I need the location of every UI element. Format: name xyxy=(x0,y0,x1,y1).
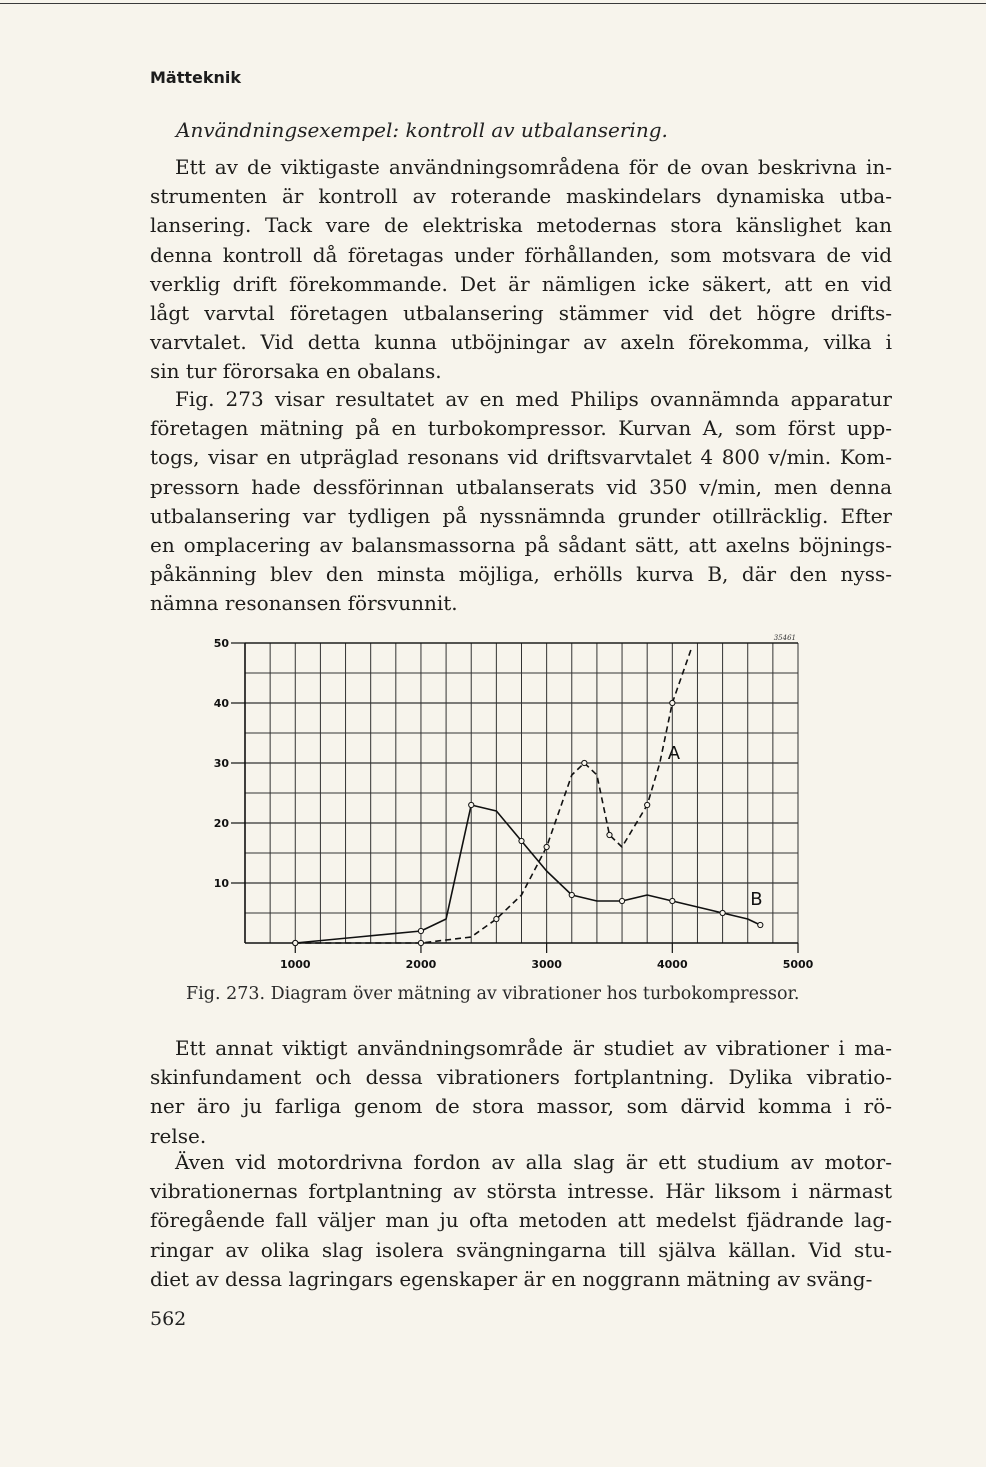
text-line: en omplacering av balansmassorna på sådant sätt, att axelns böjnings- xyxy=(150,532,892,557)
data-point-a xyxy=(607,832,612,837)
x-tick-label: 2000 xyxy=(405,958,437,971)
text-line: ringar av olika slag isolera svängningarna till själva källan. Vid stu- xyxy=(150,1237,892,1262)
data-point-b xyxy=(758,922,763,927)
x-tick-label: 5000 xyxy=(782,958,814,971)
series-line-b xyxy=(295,805,763,943)
running-header: Mätteknik xyxy=(150,68,242,87)
y-tick-label: 30 xyxy=(213,757,229,770)
paragraph-2 xyxy=(150,385,892,619)
data-point-a xyxy=(544,844,549,849)
series-label-b: B xyxy=(750,889,763,910)
paragraph-1 xyxy=(150,153,892,387)
data-point-b xyxy=(720,910,725,915)
page-number: 562 xyxy=(150,1308,187,1330)
text-line: Även vid motordrivna fordon av alla slag är ett studium av motor- xyxy=(175,1150,892,1174)
chart-labels xyxy=(214,634,814,971)
series-label-a: A xyxy=(667,743,681,764)
text-line: lågt varvtal företagen utbalansering stämmer vid det högre drifts- xyxy=(150,300,892,325)
figure-caption: Fig. 273. Diagram över mätning av vibrationer hos turbokompressor. xyxy=(186,984,800,1004)
y-tick-label: 20 xyxy=(213,817,229,830)
text-line: strumenten är kontroll av roterande maskindelars dynamiska utba- xyxy=(150,184,892,209)
text-line: lansering. Tack vare de elektriska metodernas stora känslighet kan xyxy=(150,213,892,238)
chart-grid xyxy=(245,643,798,943)
y-tick-label: 50 xyxy=(213,637,229,650)
section-subheading: Användningsexempel: kontroll av utbalansering. xyxy=(176,118,668,142)
text-line: ner äro ju farliga genom de stora massor, som därvid komma i rö- xyxy=(150,1094,892,1119)
text-line: sin tur förorsaka en obalans. xyxy=(150,359,442,384)
data-point-a xyxy=(418,940,423,945)
chart-axes xyxy=(231,643,798,953)
text-line: föregående fall väljer man ju ofta metoden att medelst fjädrande lag- xyxy=(150,1208,892,1233)
x-tick-label: 4000 xyxy=(657,958,688,971)
text-line: denna kontroll då företagas under förhållanden, som motsvara de vid xyxy=(150,242,892,267)
top-rule xyxy=(0,3,986,4)
text-line: Ett av de viktigaste användningsområdena för de ovan beskrivna in- xyxy=(175,155,892,179)
data-point-b xyxy=(619,898,624,903)
text-line: varvtalet. Vid detta kunna utböjningar av axeln förekomma, vilka i xyxy=(150,330,892,355)
text-line: diet av dessa lagringars egenskaper är en noggrann mätning av sväng- xyxy=(150,1266,873,1291)
y-tick-label: 10 xyxy=(213,877,229,890)
data-point-a xyxy=(582,760,587,765)
plate-number: 35461 xyxy=(773,634,796,642)
text-line: pressorn hade dessförinnan utbalanserats vid 350 v/min, men denna xyxy=(150,474,892,499)
text-line: verklig drift förekommande. Det är nämligen icke säkert, att en vid xyxy=(150,271,892,296)
text-line: relse. xyxy=(150,1123,207,1148)
data-point-a xyxy=(494,916,499,921)
data-point-b xyxy=(469,802,474,807)
text-line: Fig. 273 visar resultatet av en med Philips ovannämnda apparatur xyxy=(175,387,892,411)
data-point-b xyxy=(418,928,423,933)
data-point-a xyxy=(645,802,650,807)
chart-series xyxy=(293,649,763,946)
text-line: företagen mätning på en turbokompressor. Kurvan A, som först upp- xyxy=(150,416,892,441)
vibration-chart xyxy=(200,628,820,988)
data-point-b xyxy=(670,898,675,903)
x-tick-label: 3000 xyxy=(531,958,562,971)
data-point-b xyxy=(519,838,524,843)
text-line: utbalansering var tydligen på nyssnämnda grunder otillräcklig. Efter xyxy=(150,503,892,528)
paragraph-4 xyxy=(150,1148,892,1294)
text-line: vibrationernas fortplantning av största intresse. Här liksom i närmast xyxy=(150,1179,892,1204)
chart-svg xyxy=(200,628,820,988)
x-tick-label: 1000 xyxy=(279,958,311,971)
data-point-b xyxy=(293,940,298,945)
text-line: Ett annat viktigt användningsområde är studiet av vibrationer i ma- xyxy=(175,1036,892,1060)
y-tick-label: 40 xyxy=(213,697,229,710)
data-point-a xyxy=(670,700,675,705)
data-point-b xyxy=(569,892,574,897)
text-line: påkänning blev den minsta möjliga, erhölls kurva B, där den nyss- xyxy=(150,562,892,587)
text-line: togs, visar en utpräglad resonans vid driftsvarvtalet 4 800 v/min. Kom- xyxy=(150,445,892,470)
text-line: skinfundament och dessa vibrationers fortplantning. Dylika vibratio- xyxy=(150,1065,892,1090)
paragraph-3 xyxy=(150,1034,892,1151)
text-line: nämna resonansen försvunnit. xyxy=(150,591,458,616)
